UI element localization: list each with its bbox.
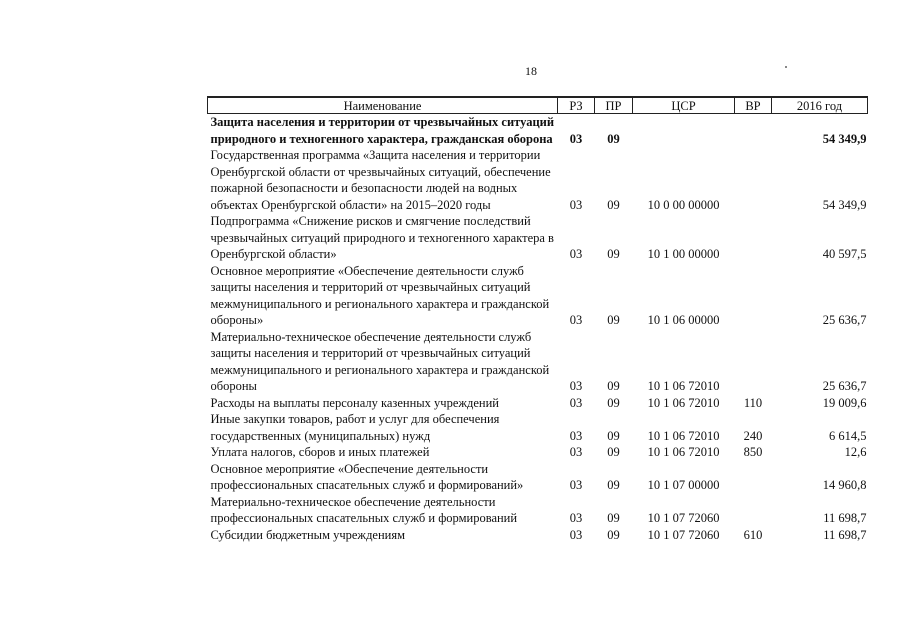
row-csr (633, 114, 735, 148)
row-amount: 25 636,7 (822, 313, 867, 327)
row-amount: 54 349,9 (822, 197, 867, 212)
row-csr: 10 1 06 72010 (647, 428, 720, 443)
budget-table (207, 96, 868, 543)
row-name: Расходы на выплаты персоналу казенных учреждений (210, 395, 499, 410)
row-amount: 11 698,7 (823, 527, 867, 542)
row-rz: 03 (569, 247, 583, 261)
row-csr: 10 1 00 00000 (647, 247, 720, 261)
row-rz: 03 (569, 131, 583, 146)
row-name: Материально-техническое обеспечение деятельности служб защиты населения и территорий от чрезвычайных ситуаций межмуниципального и регионального характера и гражданской обороны (210, 329, 550, 393)
row-vr: 850 (743, 445, 763, 459)
table-row (208, 494, 868, 527)
row-vr (735, 263, 772, 329)
table-body (208, 114, 868, 544)
row-rz: 03 (569, 197, 583, 212)
page-number: 18 (525, 64, 537, 78)
row-csr: 10 1 06 72010 (647, 379, 720, 393)
row-csr: 10 1 07 72060 (647, 527, 720, 542)
row-amount: 19 009,6 (822, 395, 867, 410)
row-vr (735, 329, 772, 395)
row-csr: 10 1 07 00000 (647, 478, 720, 492)
row-amount: 6 614,5 (829, 428, 867, 443)
row-pr: 09 (607, 379, 620, 393)
row-amount: 54 349,9 (822, 131, 867, 146)
row-vr: 110 (743, 395, 763, 410)
table-row (208, 461, 868, 494)
row-name: Подпрограмма «Снижение рисков и смягчение последствий чрезвычайных ситуаций природного и техногенного характера в Оренбургской области» (210, 214, 554, 261)
row-rz: 03 (569, 395, 583, 410)
table-row (208, 527, 868, 544)
table-row (208, 263, 868, 329)
row-name: Иные закупки товаров, работ и услуг для обеспечения государственных (муниципальных) нужд (210, 412, 500, 443)
row-csr: 10 1 06 72010 (647, 445, 720, 459)
row-rz: 03 (569, 428, 583, 443)
row-pr: 09 (607, 197, 620, 212)
row-name: Основное мероприятие «Обеспечение деятельности служб защиты населения и территорий от чрезвычайных ситуаций межмуниципального и регионального характера и гражданской обороны» (210, 263, 550, 327)
row-vr (735, 147, 772, 213)
table-row (208, 114, 868, 148)
row-amount: 25 636,7 (822, 379, 867, 393)
row-vr (735, 213, 772, 263)
row-csr: 10 1 07 72060 (647, 511, 720, 525)
row-vr (735, 494, 772, 527)
row-amount: 11 698,7 (823, 511, 867, 525)
row-csr: 10 1 06 72010 (647, 395, 720, 410)
row-vr: 610 (743, 527, 763, 542)
row-pr: 09 (607, 131, 620, 146)
table-row (208, 213, 868, 263)
row-pr: 09 (607, 478, 620, 492)
row-name: Защита населения и территории от чрезвычайных ситуаций природного и техногенного характера, гражданская оборона (210, 115, 555, 146)
row-pr: 09 (607, 527, 620, 542)
row-vr (735, 461, 772, 494)
table-row (208, 395, 868, 412)
header-vr: ВР (735, 97, 772, 114)
table-row (208, 411, 868, 444)
row-amount: 14 960,8 (822, 478, 867, 492)
table-header-row (208, 97, 868, 114)
row-pr: 09 (607, 511, 620, 525)
row-rz: 03 (569, 313, 583, 327)
row-csr: 10 1 06 00000 (647, 313, 720, 327)
row-rz: 03 (569, 511, 583, 525)
row-rz: 03 (569, 445, 583, 459)
row-amount: 12,6 (844, 445, 867, 459)
scan-speck (785, 66, 787, 68)
header-year: 2016 год (772, 97, 868, 114)
row-pr: 09 (607, 247, 620, 261)
table-row (208, 147, 868, 213)
table-row (208, 329, 868, 395)
row-csr: 10 0 00 00000 (647, 197, 720, 212)
row-name: Государственная программа «Защита населения и территории Оренбургской области от чрезвычайных ситуаций, обеспечение пожарной безопасности и безопасности людей на водных объектах Оренбургской области» на 2015–2020 годы (210, 148, 551, 212)
row-rz: 03 (569, 379, 583, 393)
row-vr (735, 114, 772, 148)
row-pr: 09 (607, 445, 620, 459)
row-name: Материально-техническое обеспечение деятельности профессиональных спасательных служб и формирований (210, 494, 518, 525)
row-name: Субсидии бюджетным учреждениям (210, 527, 406, 542)
row-rz: 03 (569, 478, 583, 492)
row-pr: 09 (607, 395, 620, 410)
table-row (208, 444, 868, 461)
header-pr: ПР (595, 97, 633, 114)
header-rz: РЗ (558, 97, 595, 114)
header-csr: ЦСР (633, 97, 735, 114)
row-pr: 09 (607, 313, 620, 327)
row-amount: 40 597,5 (822, 247, 867, 261)
row-rz: 03 (569, 527, 583, 542)
header-name: Наименование (208, 97, 558, 114)
row-name: Уплата налогов, сборов и иных платежей (210, 445, 430, 459)
row-name: Основное мероприятие «Обеспечение деятельности профессиональных спасательных служб и формирований» (210, 461, 524, 492)
row-pr: 09 (607, 428, 620, 443)
row-vr: 240 (743, 428, 763, 443)
